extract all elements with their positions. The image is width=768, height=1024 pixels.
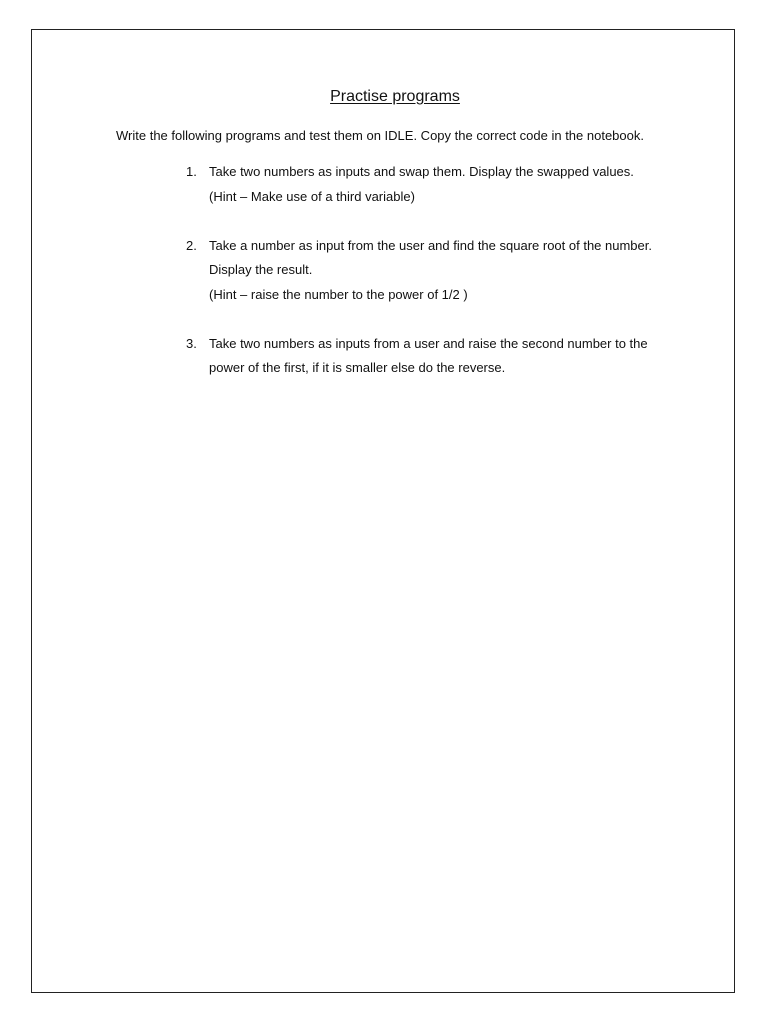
task-item-3 — [186, 332, 686, 381]
task-text-line: Take a number as input from the user and find the square root of the number. — [209, 237, 652, 253]
task-item-2 — [186, 234, 686, 308]
intro-text: Write the following programs and test them on IDLE. Copy the correct code in the notebook. — [116, 128, 644, 143]
task-hint-line: (Hint – Make use of a third variable) — [209, 188, 415, 204]
task-text-line: Take two numbers as inputs and swap them. Display the swapped values. — [209, 164, 634, 179]
task-number: 3. — [186, 335, 197, 351]
task-number: 2. — [186, 237, 197, 253]
task-list — [186, 160, 686, 405]
task-hint-line: (Hint – raise the number to the power of 1/2 ) — [209, 286, 468, 302]
task-text-line: Take two numbers as inputs from a user and raise the second number to the — [209, 335, 648, 351]
task-item-1 — [186, 160, 686, 209]
document-title: Practise programs — [330, 88, 460, 105]
task-number: 1. — [186, 164, 197, 179]
task-text-line: power of the first, if it is smaller else do the reverse. — [209, 360, 506, 375]
task-text-line: Display the result. — [209, 262, 313, 277]
